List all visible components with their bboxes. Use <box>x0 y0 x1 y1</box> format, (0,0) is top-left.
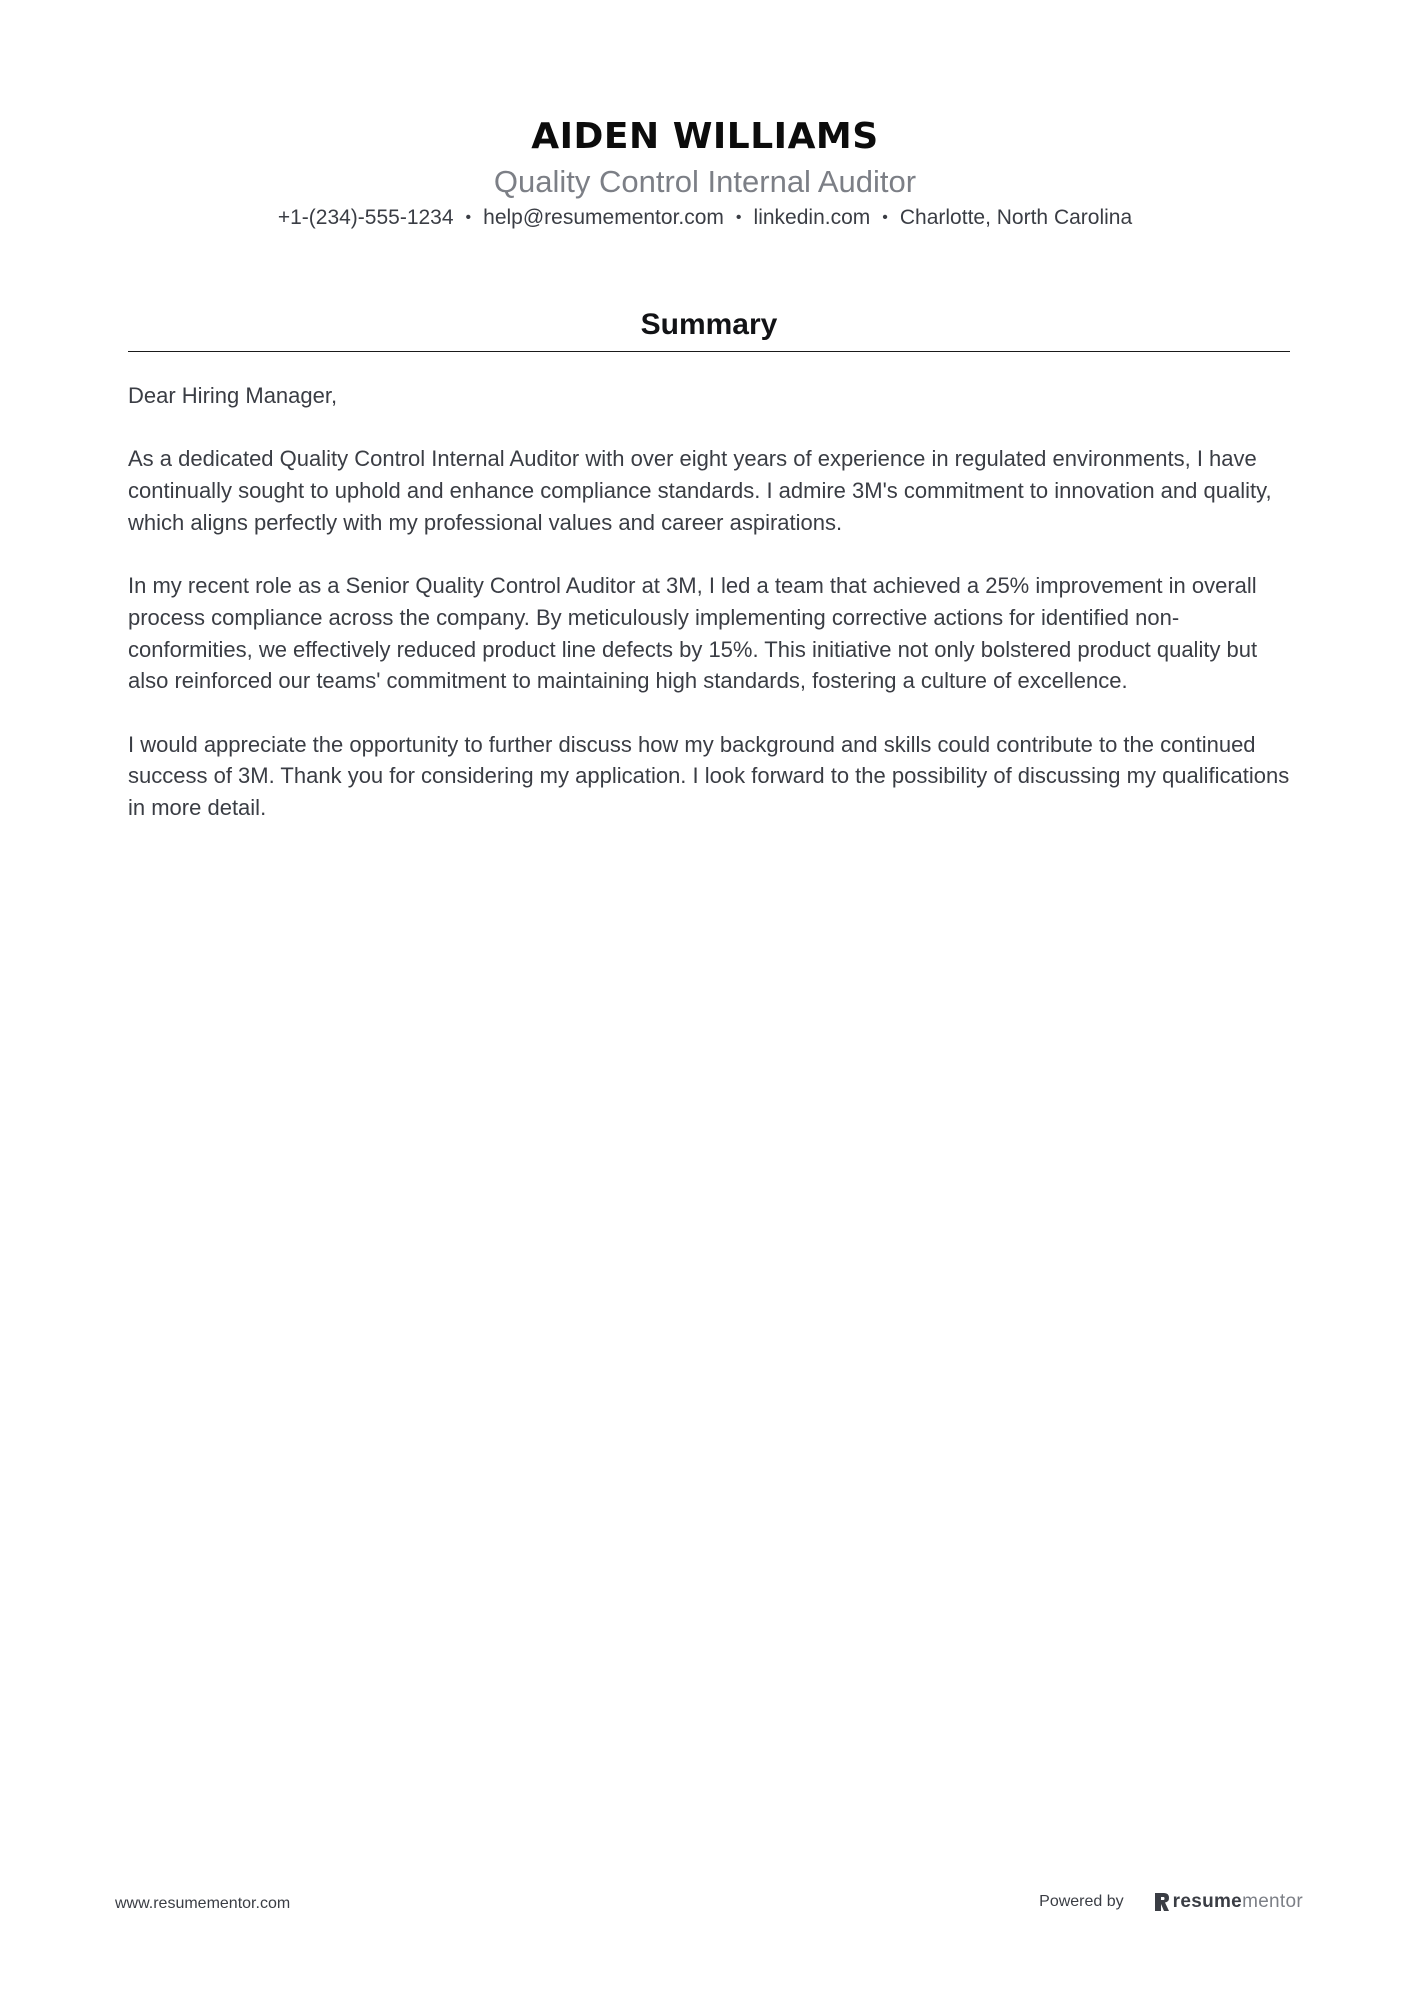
brand-logo <box>1154 1891 1303 1913</box>
brand-name-light: mentor <box>1242 1891 1303 1912</box>
paragraph: I would appreciate the opportunity to further discuss how my background and skills could contribute to the continued success of 3M. Thank you for considering my application. I look forward to the possibility of discussing my qualifications in more detail. <box>128 731 1290 821</box>
separator-dot: • <box>465 209 472 226</box>
letter-body <box>128 380 1290 855</box>
linkedin: linkedin.com <box>753 206 871 229</box>
location: Charlotte, North Carolina <box>899 206 1133 229</box>
section-divider <box>128 351 1290 352</box>
footer-website: www.resumementor.com <box>115 1895 291 1912</box>
phone: +1-(234)-555-1234 <box>277 206 454 229</box>
header <box>0 112 1410 233</box>
salutation: Dear Hiring Manager, <box>128 383 338 408</box>
candidate-name: AIDEN WILLIAMS <box>531 116 879 157</box>
paragraph: In my recent role as a Senior Quality Control Auditor at 3M, I led a team that achieved a 25% improvement in overall process compliance across the company. By meticulously implementing corrective actions for identified non-conformities, we effectively reduced product line defects by 15%. This initiative not only bolstered product quality but also reinforced our teams' commitment to maintaining high standards, fostering a culture of excellence. <box>128 573 1258 694</box>
separator-dot: • <box>735 209 742 226</box>
paragraph: As a dedicated Quality Control Internal Auditor with over eight years of experience in regulated environments, I have continually sought to uphold and enhance compliance standards. I admire 3M's commitment to innovation and quality, which aligns perfectly with my professional values and career aspirations. <box>128 446 1272 535</box>
powered-by-label: Powered by <box>1039 1893 1124 1910</box>
email: help@resumementor.com <box>483 206 724 229</box>
resumementor-logo-icon <box>1154 1892 1170 1912</box>
contact-line <box>0 203 1410 233</box>
section-heading-summary: Summary <box>640 308 778 341</box>
separator-dot: • <box>882 209 888 226</box>
footer-branding <box>1039 1889 1303 1915</box>
brand-name-bold: resume <box>1172 1891 1243 1912</box>
job-title: Quality Control Internal Auditor <box>493 164 917 199</box>
